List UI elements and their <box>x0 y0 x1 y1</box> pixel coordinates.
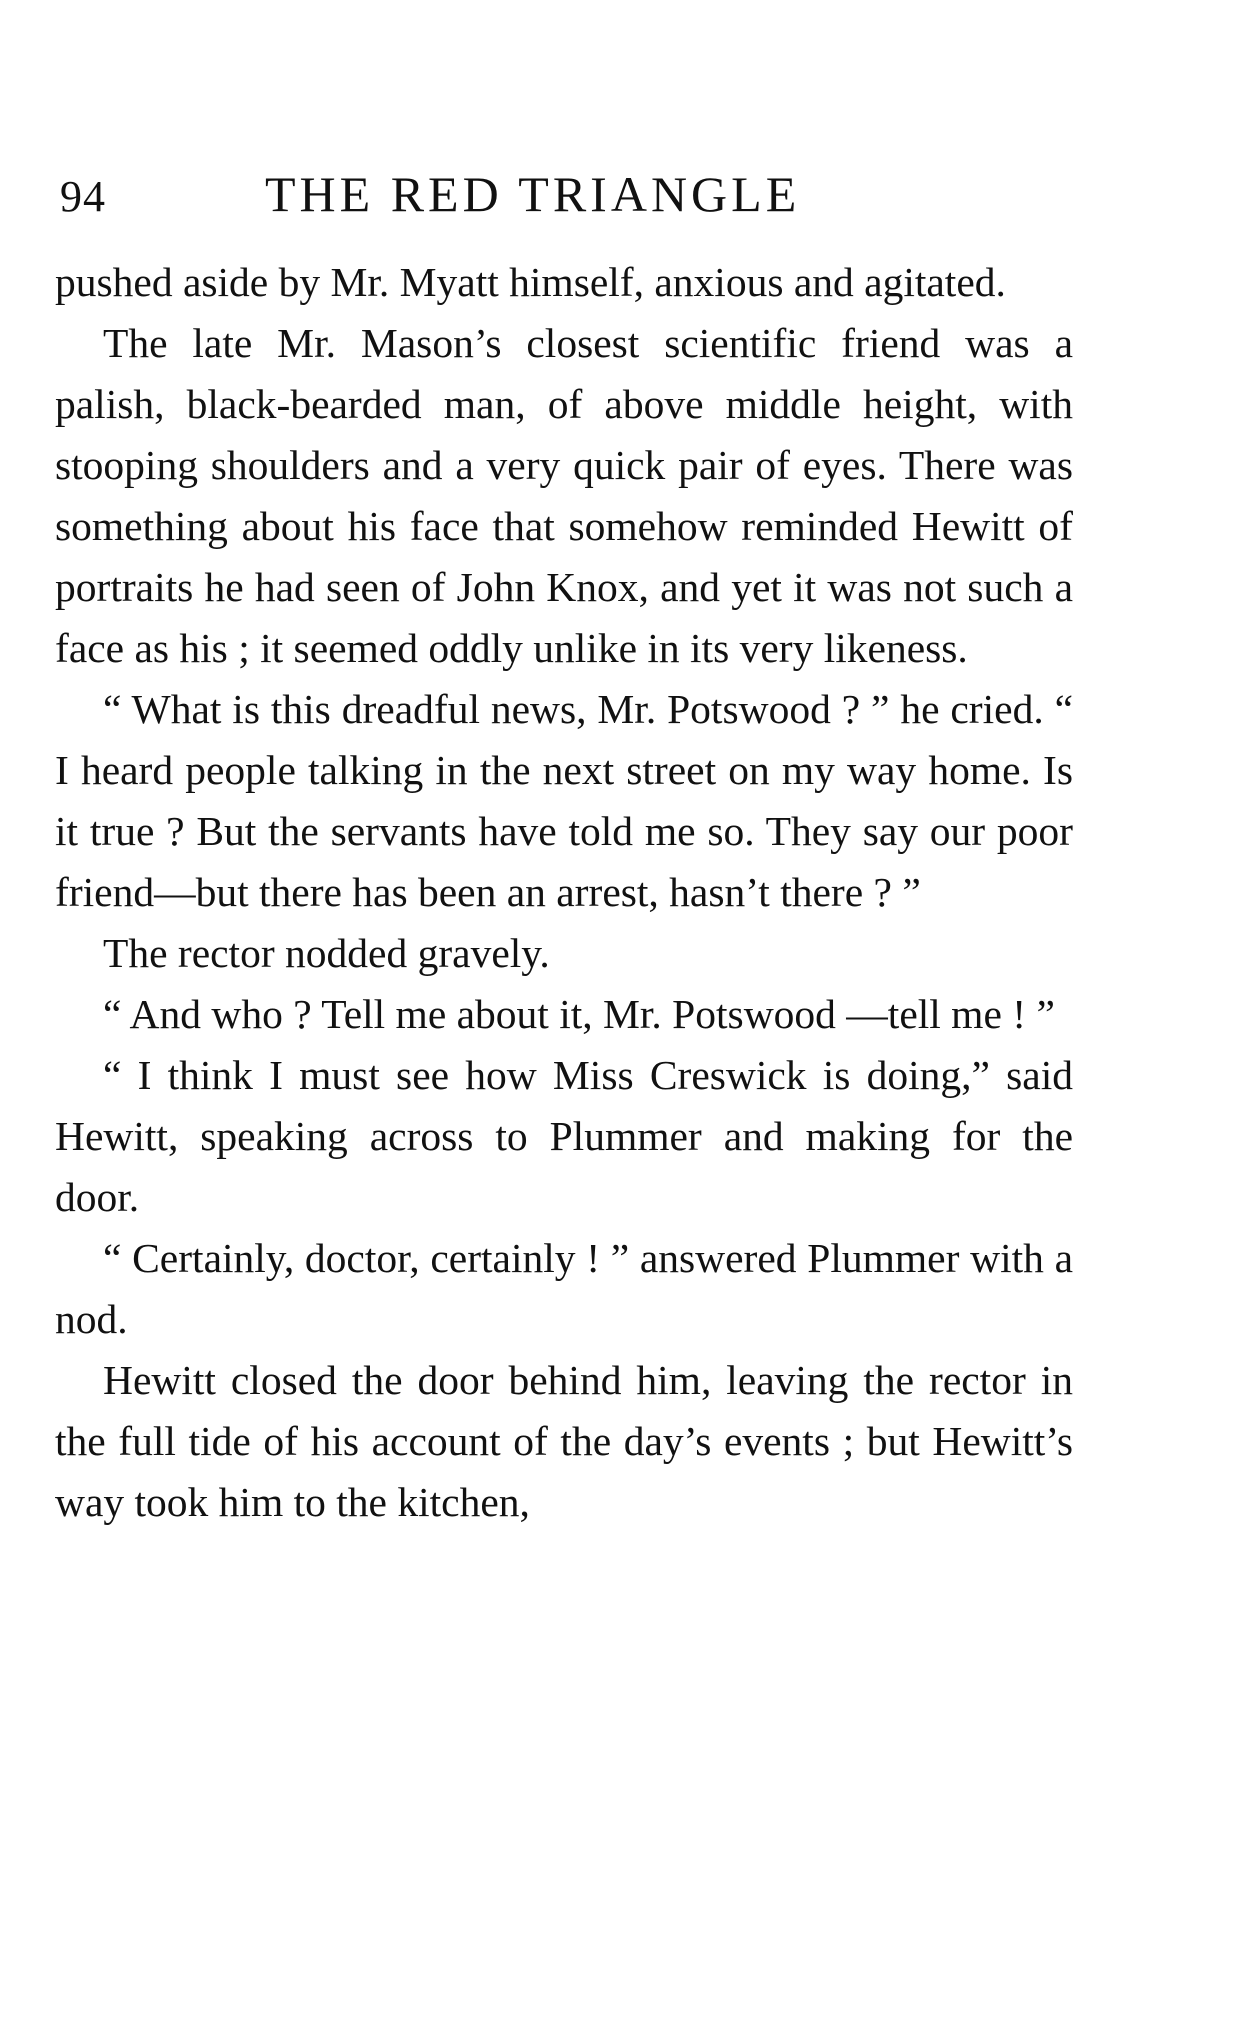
paragraph-continuation: pushed aside by Mr. Myatt himself, anxious and agitated. <box>55 259 1006 305</box>
page-number: 94 <box>60 172 106 221</box>
paragraph: “ I think I must see how Miss Creswick is doing,” said Hewitt, speaking across to Plummer and making for the door. <box>55 1052 1073 1220</box>
paragraph: “ Certainly, doctor, certainly ! ” answered Plummer with a nod. <box>55 1235 1073 1342</box>
running-head <box>60 165 1080 225</box>
paragraph: The late Mr. Mason’s closest scientific friend was a palish, black-bearded man, of above middle height, with stooping shoulders and a very quick pair of eyes. There was something about his face that somehow reminded Hewitt of portraits he had seen of John Knox, and yet it was not such a face as his ; it seemed oddly unlike in its very likeness. <box>55 320 1073 671</box>
running-title: THE RED TRIANGLE <box>265 166 801 222</box>
paragraph: “ And who ? Tell me about it, Mr. Potswood —tell me ! ” <box>103 991 1055 1037</box>
paragraph: “ What is this dreadful news, Mr. Potswood ? ” he cried. “ I heard people talking in the next street on my way home. Is it true ? But the servants have told me so. They say our poor friend—but there has been an arrest, hasn’t there ? ” <box>55 686 1073 915</box>
body-text <box>55 252 1073 1533</box>
paragraph: The rector nodded gravely. <box>103 930 550 976</box>
paragraph: Hewitt closed the door behind him, leaving the rector in the full tide of his account of the day’s events ; but Hewitt’s way took him to the kitchen, <box>55 1357 1073 1525</box>
